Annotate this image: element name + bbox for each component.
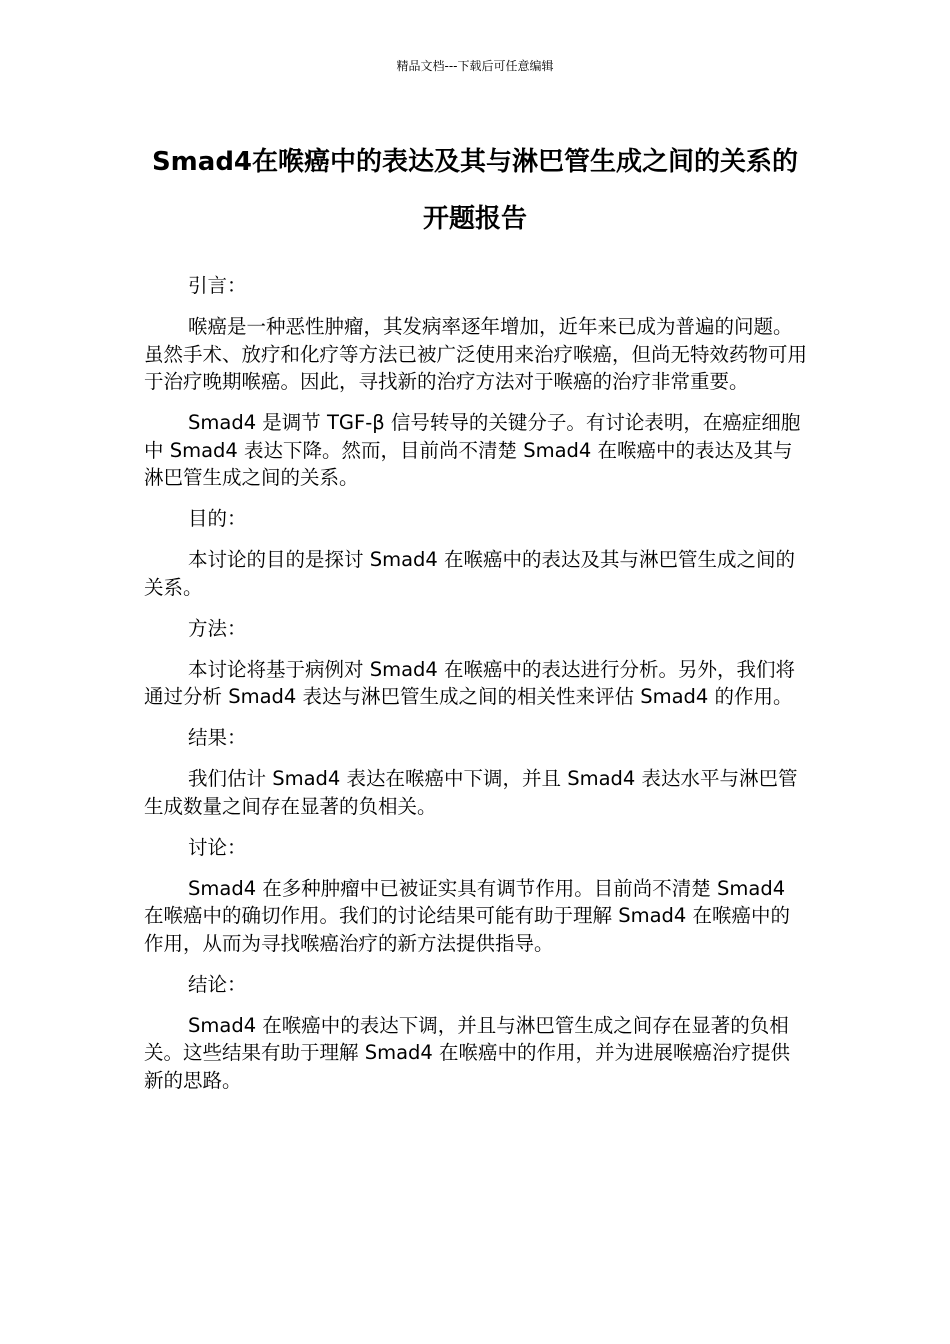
paragraph-purpose: 本讨论的目的是探讨 Smad4 在喉癌中的表达及其与淋巴管生成之间的关系。 [144,548,796,599]
paragraph-introduction-2: Smad4 是调节 TGF-β 信号转导的关键分子。有讨论表明，在癌症细胞中 Smad4 表达下降。然而，目前尚不清楚 Smad4 在喉癌中的表达及其与淋巴管生成之间的关系。 [144,411,801,489]
page-header-note: 精品文档---下载后可任意编辑 [396,59,554,73]
section-heading-purpose: 目的： [188,507,247,530]
section-methods [144,615,808,711]
document-body [144,272,808,1108]
section-introduction [144,272,808,492]
section-heading-results: 结果： [188,726,247,749]
section-purpose [144,505,808,601]
section-discussion [144,834,808,958]
paragraph-introduction-1: 喉癌是一种恶性肿瘤，其发病率逐年增加，近年来已成为普遍的问题。虽然手术、放疗和化疗等方法已被广泛使用来治疗喉癌，但尚无特效药物可用于治疗晚期喉癌。因此，寻找新的治疗方法对于喉癌的治疗非常重要。 [144,315,808,393]
section-heading-discussion: 讨论： [188,835,247,859]
section-heading-conclusion: 结论： [188,972,247,996]
paragraph-discussion: Smad4 在多种肿瘤中已被证实具有调节作用。目前尚不清楚 Smad4 在喉癌中的确切作用。我们的讨论结果可能有助于理解 Smad4 在喉癌中的作用，从而为寻找喉癌治疗的新方法提供指导。 [144,876,791,955]
document-title: Smad4在喉癌中的表达及其与淋巴管生成之间的关系的开题报告 [151,147,799,234]
section-heading-methods: 方法： [188,616,247,640]
paragraph-methods: 本讨论将基于病例对 Smad4 在喉癌中的表达进行分析。另外，我们将通过分析 Smad4 表达与淋巴管生成之间的相关性来评估 Smad4 的作用。 [144,657,796,708]
section-conclusion [144,971,808,1095]
section-results [144,724,808,820]
section-heading-introduction: 引言： [188,274,247,297]
paragraph-conclusion: Smad4 在喉癌中的表达下调，并且与淋巴管生成之间存在显著的负相关。这些结果有助于理解 Smad4 在喉癌中的作用，并为进展喉癌治疗提供新的思路。 [144,1013,791,1092]
paragraph-results: 我们估计 Smad4 表达在喉癌中下调，并且 Smad4 表达水平与淋巴管生成数量之间存在显著的负相关。 [144,767,798,818]
